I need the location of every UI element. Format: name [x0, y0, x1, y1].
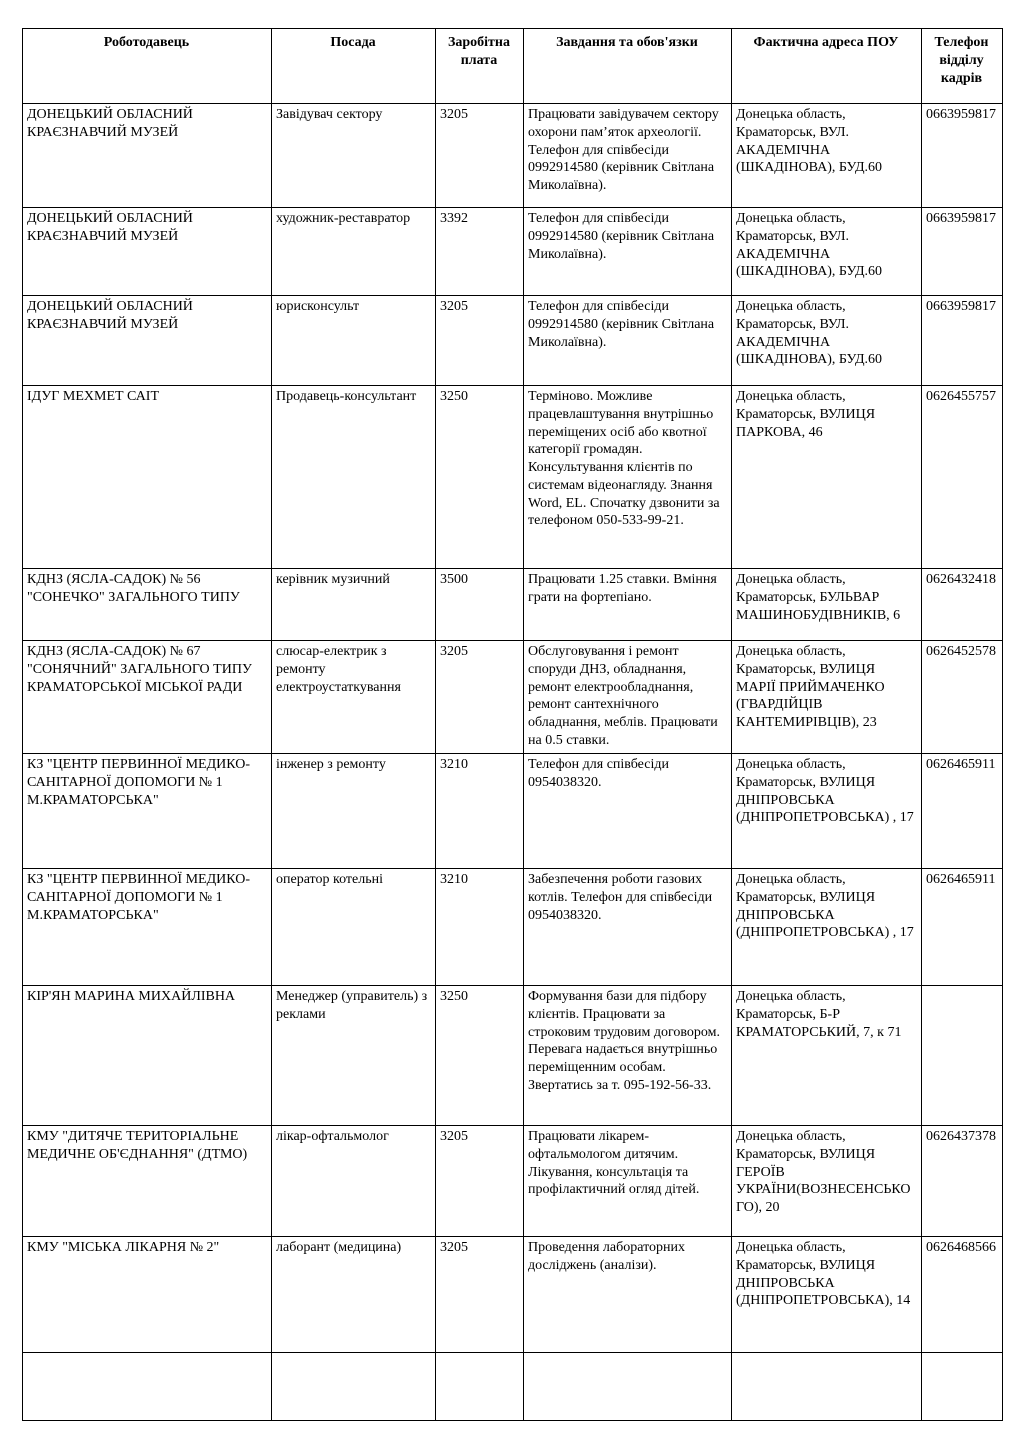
duties-cell: Телефон для співбесіди 0954038320. — [524, 754, 732, 869]
address-cell: Донецька область, Краматорськ, ВУЛИЦЯ ДНІПРОВСЬКА (ДНІПРОПЕТРОВСЬКА), 14 — [732, 1237, 922, 1353]
salary-cell: 3392 — [436, 208, 524, 296]
address-cell: Донецька область, Краматорськ, БУЛЬВАР МАШИНОБУДІВНИКІВ, 6 — [732, 569, 922, 641]
address-cell — [732, 1353, 922, 1421]
phone-cell: 0626455757 — [922, 386, 1003, 569]
employer-cell — [23, 1353, 272, 1421]
duties-cell: Працювати завідувачем сектору охорони пам’яток археології. Телефон для співбесіди 0992914580 (керівник Світлана Миколаївна). — [524, 104, 732, 208]
salary-cell: 3205 — [436, 296, 524, 386]
position-cell: слюсар-електрик з ремонту електроустаткування — [272, 641, 436, 754]
position-cell: оператор котельні — [272, 869, 436, 986]
phone-cell: 0626468566 — [922, 1237, 1003, 1353]
duties-cell: Терміново. Можливе працевлаштування внутрішньо переміщених осіб або квотної категорії громадян. Консультування клієнтів по системам відеонагляду. Знання Word, EL. Спочатку дзвонити за телефоном 050-533-99-21. — [524, 386, 732, 569]
address-cell: Донецька область, Краматорськ, ВУЛИЦЯ ГЕРОЇВ УКРАЇНИ(ВОЗНЕСЕНСЬКОГО), 20 — [732, 1126, 922, 1237]
table-row — [23, 1237, 1003, 1353]
employer-cell: КДНЗ (ЯСЛА-САДОК) № 56 "СОНЕЧКО" ЗАГАЛЬНОГО ТИПУ — [23, 569, 272, 641]
position-cell: юрисконсульт — [272, 296, 436, 386]
table-row — [23, 986, 1003, 1126]
employer-cell: КМУ "МІСЬКА ЛІКАРНЯ № 2" — [23, 1237, 272, 1353]
employer-cell: КЗ "ЦЕНТР ПЕРВИННОЇ МЕДИКО-САНІТАРНОЇ ДОПОМОГИ № 1 М.КРАМАТОРСЬКА" — [23, 754, 272, 869]
salary-cell: 3205 — [436, 104, 524, 208]
phone-cell: 0626437378 — [922, 1126, 1003, 1237]
address-cell: Донецька область, Краматорськ, Б-Р КРАМАТОРСЬКИЙ, 7, к 71 — [732, 986, 922, 1126]
employer-cell: КМУ "ДИТЯЧЕ ТЕРИТОРІАЛЬНЕ МЕДИЧНЕ ОБ'ЄДНАННЯ" (ДТМО) — [23, 1126, 272, 1237]
phone-cell: 0663959817 — [922, 208, 1003, 296]
table-row — [23, 296, 1003, 386]
column-header-position: Посада — [272, 29, 436, 104]
salary-cell: 3210 — [436, 869, 524, 986]
salary-cell: 3205 — [436, 1237, 524, 1353]
phone-cell: 0626465911 — [922, 754, 1003, 869]
position-cell — [272, 1353, 436, 1421]
employer-cell: ІДУГ МЕХМЕТ САІТ — [23, 386, 272, 569]
employer-cell: ДОНЕЦЬКИЙ ОБЛАСНИЙ КРАЄЗНАВЧИЙ МУЗЕЙ — [23, 104, 272, 208]
salary-cell: 3205 — [436, 641, 524, 754]
position-cell: інженер з ремонту — [272, 754, 436, 869]
table-row — [23, 104, 1003, 208]
employer-cell: ДОНЕЦЬКИЙ ОБЛАСНИЙ КРАЄЗНАВЧИЙ МУЗЕЙ — [23, 296, 272, 386]
address-cell: Донецька область, Краматорськ, ВУЛ. АКАДЕМІЧНА (ШКАДІНОВА), БУД.60 — [732, 208, 922, 296]
table-row — [23, 869, 1003, 986]
table-row — [23, 386, 1003, 569]
duties-cell: Працювати 1.25 ставки. Вміння грати на фортепіано. — [524, 569, 732, 641]
address-cell: Донецька область, Краматорськ, ВУЛ. АКАДЕМІЧНА (ШКАДІНОВА), БУД.60 — [732, 296, 922, 386]
employer-cell: КІР'ЯН МАРИНА МИХАЙЛІВНА — [23, 986, 272, 1126]
position-cell: Завідувач сектору — [272, 104, 436, 208]
position-cell: лікар-офтальмолог — [272, 1126, 436, 1237]
position-cell: Продавець-консультант — [272, 386, 436, 569]
salary-cell: 3250 — [436, 986, 524, 1126]
table-row — [23, 208, 1003, 296]
phone-cell: 0626465911 — [922, 869, 1003, 986]
column-header-duties: Завдання та обов'язки — [524, 29, 732, 104]
phone-cell: 0663959817 — [922, 104, 1003, 208]
table-row — [23, 1353, 1003, 1421]
salary-cell: 3500 — [436, 569, 524, 641]
position-cell: лаборант (медицина) — [272, 1237, 436, 1353]
position-cell: Менеджер (управитель) з реклами — [272, 986, 436, 1126]
employer-cell: КЗ "ЦЕНТР ПЕРВИННОЇ МЕДИКО-САНІТАРНОЇ ДОПОМОГИ № 1 М.КРАМАТОРСЬКА" — [23, 869, 272, 986]
column-header-employer: Роботодавець — [23, 29, 272, 104]
table-row — [23, 1126, 1003, 1237]
salary-cell: 3205 — [436, 1126, 524, 1237]
address-cell: Донецька область, Краматорськ, ВУЛИЦЯ ДНІПРОВСЬКА (ДНІПРОПЕТРОВСЬКА) , 17 — [732, 754, 922, 869]
position-cell: художник-реставратор — [272, 208, 436, 296]
column-header-address: Фактична адреса ПОУ — [732, 29, 922, 104]
address-cell: Донецька область, Краматорськ, ВУЛИЦЯ ДНІПРОВСЬКА (ДНІПРОПЕТРОВСЬКА) , 17 — [732, 869, 922, 986]
duties-cell — [524, 1353, 732, 1421]
employer-cell: КДНЗ (ЯСЛА-САДОК) № 67 "СОНЯЧНИЙ" ЗАГАЛЬНОГО ТИПУ КРАМАТОРСЬКОЇ МІСЬКОЇ РАДИ — [23, 641, 272, 754]
address-cell: Донецька область, Краматорськ, ВУЛИЦЯ ПАРКОВА, 46 — [732, 386, 922, 569]
duties-cell: Забезпечення роботи газових котлів. Телефон для співбесіди 0954038320. — [524, 869, 732, 986]
table-body — [23, 104, 1003, 1421]
table-row — [23, 641, 1003, 754]
position-cell: керівник музичний — [272, 569, 436, 641]
duties-cell: Телефон для співбесіди 0992914580 (керівник Світлана Миколаївна). — [524, 208, 732, 296]
duties-cell: Формування бази для підбору клієнтів. Працювати за строковим трудовим договором. Перевага надається внутрішньо переміщенним особам. Звертатись за т. 095-192-56-33. — [524, 986, 732, 1126]
salary-cell: 3210 — [436, 754, 524, 869]
phone-cell — [922, 1353, 1003, 1421]
table-row — [23, 754, 1003, 869]
phone-cell: 0626452578 — [922, 641, 1003, 754]
employer-cell: ДОНЕЦЬКИЙ ОБЛАСНИЙ КРАЄЗНАВЧИЙ МУЗЕЙ — [23, 208, 272, 296]
duties-cell: Обслуговування і ремонт споруди ДНЗ, обладнання, ремонт електрообладнання, ремонт сантехнічного обладнання, меблів. Працювати на 0.5 ставки. — [524, 641, 732, 754]
address-cell: Донецька область, Краматорськ, ВУЛИЦЯ МАРІЇ ПРИЙМАЧЕНКО (ГВАРДІЙЦІВ КАНТЕМИРІВЦІВ), 23 — [732, 641, 922, 754]
header-row — [23, 29, 1003, 104]
table-header — [23, 29, 1003, 104]
duties-cell: Телефон для співбесіди 0992914580 (керівник Світлана Миколаївна). — [524, 296, 732, 386]
phone-cell: 0626432418 — [922, 569, 1003, 641]
salary-cell — [436, 1353, 524, 1421]
column-header-salary: Заробітна плата — [436, 29, 524, 104]
duties-cell: Працювати лікарем-офтальмологом дитячим. Лікування, консультація та профілактичний огляд дітей. — [524, 1126, 732, 1237]
salary-cell: 3250 — [436, 386, 524, 569]
address-cell: Донецька область, Краматорськ, ВУЛ. АКАДЕМІЧНА (ШКАДІНОВА), БУД.60 — [732, 104, 922, 208]
duties-cell: Проведення лабораторних досліджень (аналізи). — [524, 1237, 732, 1353]
vacancies-table — [22, 28, 1003, 1421]
phone-cell — [922, 986, 1003, 1126]
phone-cell: 0663959817 — [922, 296, 1003, 386]
table-row — [23, 569, 1003, 641]
column-header-phone: Телефон відділу кадрів — [922, 29, 1003, 104]
